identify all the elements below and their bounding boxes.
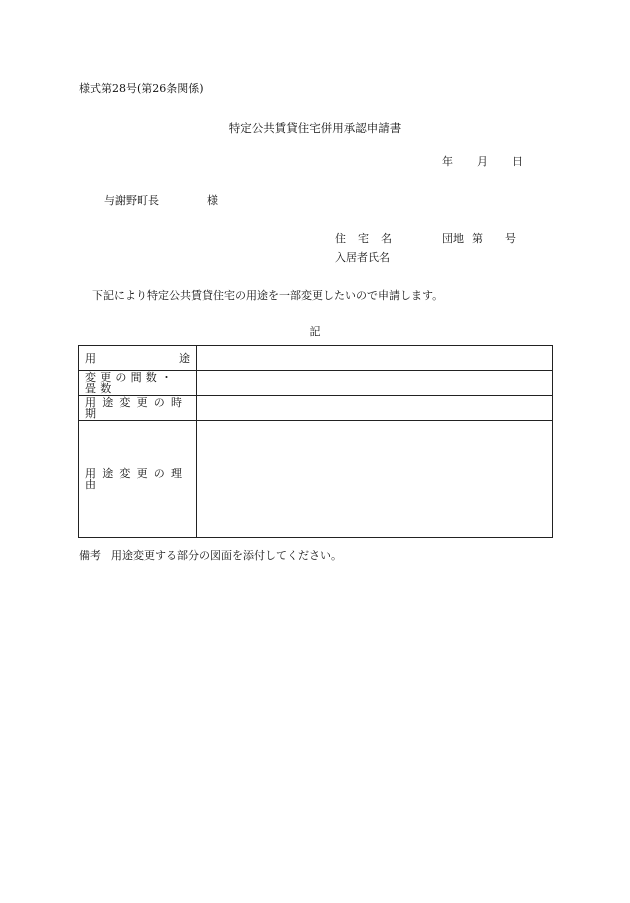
remarks-label: 備考 [79,549,101,562]
residence-go: 号 [505,232,516,245]
date-line [442,156,523,167]
resident-name-label: 入居者氏名 [335,251,390,264]
application-table [78,345,553,538]
date-year-label: 年 [442,155,453,168]
table-row [79,396,553,421]
residence-danchi: 団地 [442,232,464,245]
residence-label [335,233,404,244]
row-value-purpose[interactable] [197,346,553,371]
row-label-purpose-right: 途 [179,351,190,365]
ki-heading: 記 [309,325,321,338]
residence-dai: 第 [472,232,483,245]
row-label-purpose [79,346,197,371]
row-label-purpose-left: 用 [85,351,96,365]
form-number: 様式第28号(第26条関係) [79,82,204,95]
row-value-rooms[interactable] [197,371,553,396]
addressee-honorific: 様 [207,194,218,207]
residence-label-text: 住宅名 [335,232,404,245]
addressee-name: 与謝野町長 [104,194,159,207]
date-day-label: 日 [512,155,523,168]
addressee [104,195,218,206]
row-label-timing: 用途変更の時期 [79,396,197,421]
remarks-text: 用途変更する部分の図面を添付してください。 [111,549,342,562]
date-month-label: 月 [477,155,488,168]
document-title: 特定公共賃貸住宅併用承認申請書 [228,121,402,135]
body-text: 下記により特定公共賃貸住宅の用途を一部変更したいので申請します。 [92,289,444,302]
row-label-rooms: 変更の間数・畳数 [79,371,197,396]
remarks [79,550,342,561]
table-row [79,371,553,396]
table-row [79,346,553,371]
table-row [79,421,553,538]
residence-value [442,233,516,244]
row-label-reason: 用途変更の理由 [79,421,197,538]
row-value-reason[interactable] [197,421,553,538]
row-value-timing[interactable] [197,396,553,421]
